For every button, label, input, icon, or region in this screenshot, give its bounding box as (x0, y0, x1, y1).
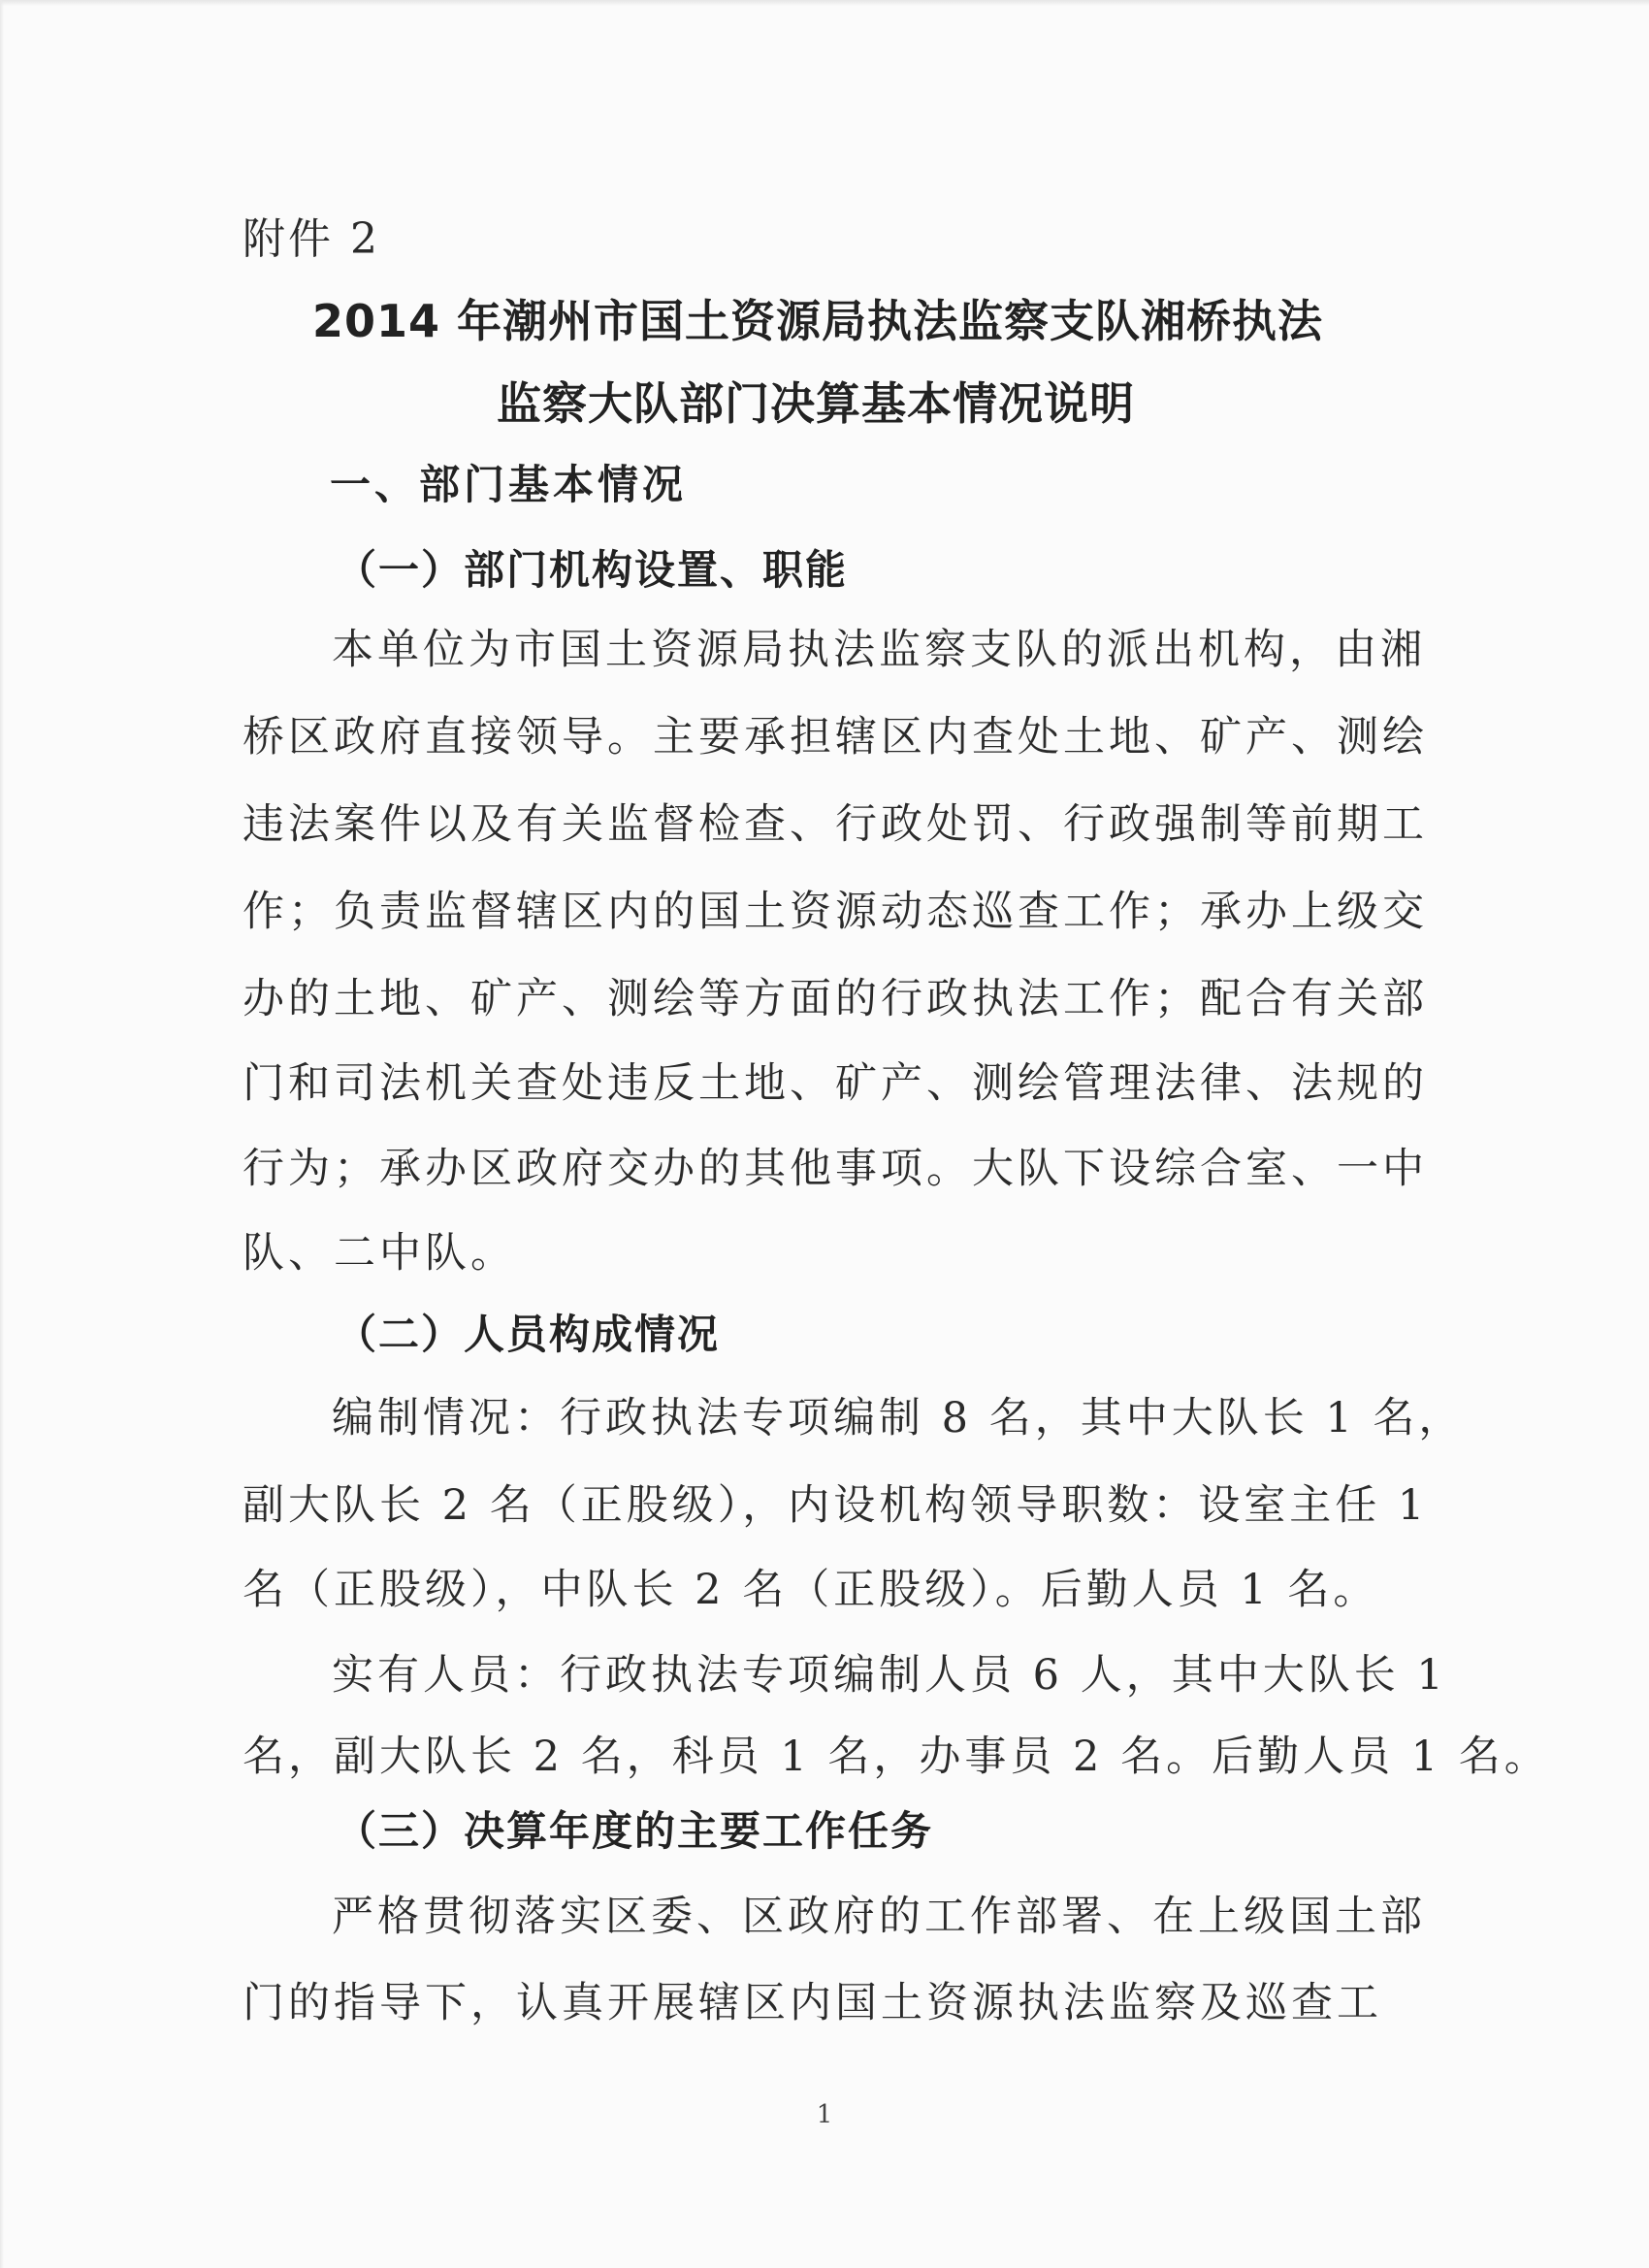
document-title-line-2: 监察大队部门决算基本情况说明 (497, 377, 1135, 430)
subsection-heading-staff: （二）人员构成情况 (336, 1311, 721, 1358)
paragraph-line: 名（正股级），中队长 2 名（正股级）。后勤人员 1 名。 (242, 1566, 1379, 1614)
paragraph-line: 严格贯彻落实区委、区政府的工作部署、在上级国土部 (332, 1893, 1426, 1941)
paragraph-line: 办的土地、矿产、测绘等方面的行政执法工作；配合有关部 (242, 975, 1428, 1023)
paragraph-line: 门和司法机关查处违反土地、矿产、测绘管理法律、法规的 (242, 1059, 1428, 1108)
paragraph-line: 违法案件以及有关监督检查、行政处罚、行政强制等前期工 (242, 800, 1428, 849)
paragraph-line: 编制情况：行政执法专项编制 8 名，其中大队长 1 名， (332, 1394, 1465, 1442)
annex-label: 附件 2 (242, 214, 380, 264)
paragraph-line: 作；负责监督辖区内的国土资源动态巡查工作；承办上级交 (242, 888, 1428, 936)
paragraph-line: 桥区政府直接领导。主要承担辖区内查处土地、矿产、测绘 (242, 713, 1428, 761)
scan-edge (0, 0, 1649, 6)
paragraph-line: 副大队长 2 名（正股级），内设机构领导职数：设室主任 1 (242, 1481, 1429, 1530)
document-title-line-1: 2014 年潮州市国土资源局执法监察支队湘桥执法 (312, 295, 1324, 347)
paragraph-line: 名，副大队长 2 名，科员 1 名，办事员 2 名。后勤人员 1 名。 (242, 1733, 1550, 1781)
page-number: 1 (816, 2100, 833, 2129)
scan-edge (0, 0, 4, 2268)
paragraph-line: 行为；承办区政府交办的其他事项。大队下设综合室、一中 (242, 1145, 1428, 1193)
paragraph-line: 本单位为市国土资源局执法监察支队的派出机构，由湘 (332, 626, 1426, 674)
paragraph-line: 实有人员：行政执法专项编制人员 6 人，其中大队长 1 (332, 1651, 1447, 1700)
subsection-heading-tasks: （三）决算年度的主要工作任务 (336, 1807, 934, 1855)
paragraph-line: 门的指导下，认真开展辖区内国土资源执法监察及巡查工 (242, 1979, 1382, 2027)
subsection-heading-structure: （一）部门机构设置、职能 (336, 546, 849, 594)
paragraph-line: 队、二中队。 (242, 1229, 516, 1278)
section-heading-basic-info: 一、部门基本情况 (330, 461, 688, 508)
